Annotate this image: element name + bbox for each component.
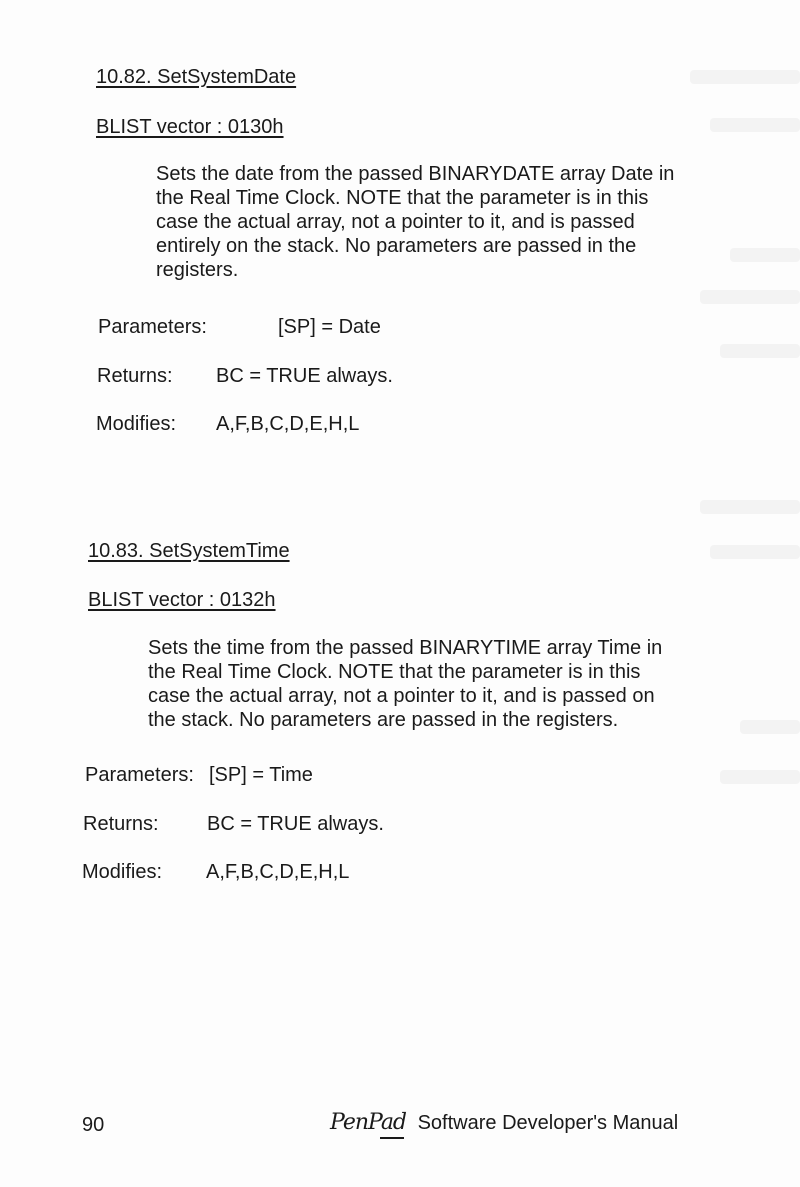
penpad-logo: PenPad: [330, 1110, 407, 1135]
modifies-value: A,F,B,C,D,E,H,L: [216, 413, 360, 435]
footer-title: [330, 1110, 678, 1135]
parameters-value: [SP] = Time: [209, 764, 313, 786]
description-line: the stack. No parameters are passed in the registers.: [148, 709, 619, 731]
returns-row: [83, 813, 384, 836]
description-line: case the actual array, not a pointer to it, and is passed: [156, 211, 635, 233]
parameters-row: [85, 764, 313, 787]
modifies-label: Modifies:: [82, 861, 163, 883]
section-heading-setsystemdate: 10.82. SetSystemDate: [96, 66, 297, 88]
returns-label: Returns:: [97, 365, 173, 387]
page-number: 90: [82, 1114, 105, 1136]
description-line: entirely on the stack. No parameters are passed in the: [156, 235, 637, 257]
bleed-through-mark: [740, 720, 800, 734]
bleed-through-mark: [690, 70, 800, 84]
bleed-through-mark: [720, 770, 800, 784]
bleed-through-mark: [700, 500, 800, 514]
modifies-row: [82, 861, 350, 884]
description-line: the Real Time Clock. NOTE that the parameter is in this: [156, 187, 649, 209]
description-line: Sets the date from the passed BINARYDATE array Date in: [156, 163, 675, 185]
returns-value: BC = TRUE always.: [207, 813, 384, 835]
description-line: registers.: [156, 259, 239, 281]
modifies-row: [96, 413, 360, 436]
blist-vector-0132h: BLIST vector : 0132h: [88, 589, 276, 611]
manual-title: Software Developer's Manual: [417, 1112, 679, 1134]
parameters-label: Parameters:: [98, 316, 207, 338]
blist-vector-0130h: BLIST vector : 0130h: [96, 116, 284, 138]
parameters-label: Parameters:: [85, 764, 194, 786]
returns-value: BC = TRUE always.: [216, 365, 393, 387]
bleed-through-mark: [720, 344, 800, 358]
description-line: case the actual array, not a pointer to it, and is passed on: [148, 685, 655, 707]
bleed-through-mark: [710, 118, 800, 132]
description-line: Sets the time from the passed BINARYTIME array Time in: [148, 637, 663, 659]
bleed-through-mark: [730, 248, 800, 262]
description-setsystemdate: [156, 162, 674, 282]
bleed-through-mark: [700, 290, 800, 304]
description-setsystemtime: [148, 636, 662, 732]
parameters-row: [98, 316, 381, 339]
section-heading-setsystemtime: 10.83. SetSystemTime: [88, 540, 290, 562]
returns-row: [97, 365, 393, 388]
modifies-label: Modifies:: [96, 413, 177, 435]
returns-label: Returns:: [83, 813, 159, 835]
description-line: the Real Time Clock. NOTE that the parameter is in this: [148, 661, 641, 683]
bleed-through-mark: [710, 545, 800, 559]
modifies-value: A,F,B,C,D,E,H,L: [206, 861, 350, 883]
parameters-value: [SP] = Date: [278, 316, 381, 338]
